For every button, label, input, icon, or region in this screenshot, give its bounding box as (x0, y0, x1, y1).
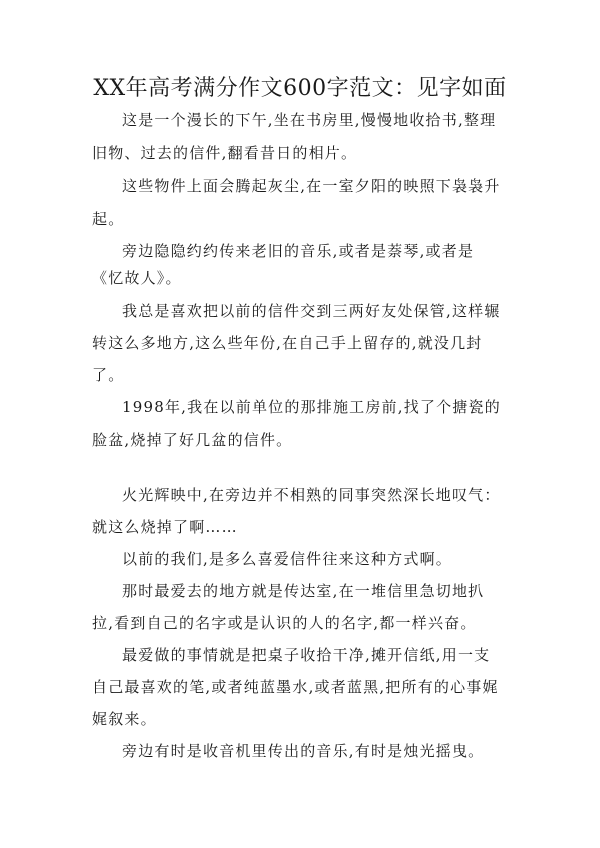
paragraph-line: 1998年,我在以前单位的那排施工房前,找了个搪瓷的 (122, 398, 501, 416)
document-title: XX年高考满分作文600字范文：见字如面 (93, 76, 507, 101)
paragraph-line: 以前的我们,是多么喜爱信件往来这种方式啊。 (122, 550, 452, 568)
paragraph-line: 自己最喜欢的笔,或者纯蓝墨水,或者蓝黑,把所有的心事娓 (92, 678, 499, 696)
paragraph-line: 了。 (92, 366, 125, 384)
paragraph-line: 拉,看到自己的名字或是认识的人的名字,都一样兴奋。 (92, 614, 477, 632)
paragraph-line: 就这么烧掉了啊…… (92, 518, 238, 536)
paragraph-line: 旧物、过去的信件,翻看昔日的相片。 (92, 144, 358, 162)
paragraph-line: 《忆故人》。 (92, 269, 182, 287)
paragraph-line: 起。 (92, 210, 125, 228)
paragraph-line: 脸盆,烧掉了好几盆的信件。 (92, 431, 293, 449)
paragraph-line: 这些物件上面会腾起灰尘,在一室夕阳的映照下袅袅升 (122, 177, 501, 195)
paragraph-line: 旁边隐隐约约传来老旧的音乐,或者是萘琴,或者是 (122, 242, 475, 260)
paragraph-line: 娓叙来。 (92, 710, 157, 728)
paragraph-line: 火光辉映中,在旁边并不相熟的同事突然深长地叹气： (122, 486, 501, 504)
paragraph-line: 这是一个漫长的下午,坐在书房里,慢慢地收拾书,整理 (122, 111, 497, 129)
paragraph-line: 我总是喜欢把以前的信件交到三两好友处保管,这样辗 (122, 302, 501, 320)
paragraph-line: 最爱做的事情就是把桌子收拾干净,摊开信纸,用一支 (122, 646, 491, 664)
paragraph-line: 转这么多地方,这么些年份,在自己手上留存的,就没几封 (92, 334, 483, 352)
paragraph-line: 旁边有时是收音机里传出的音乐,有时是烛光摇曳。 (122, 742, 485, 760)
paragraph-line: 那时最爱去的地方就是传达室,在一堆信里急切地扒 (122, 582, 485, 600)
